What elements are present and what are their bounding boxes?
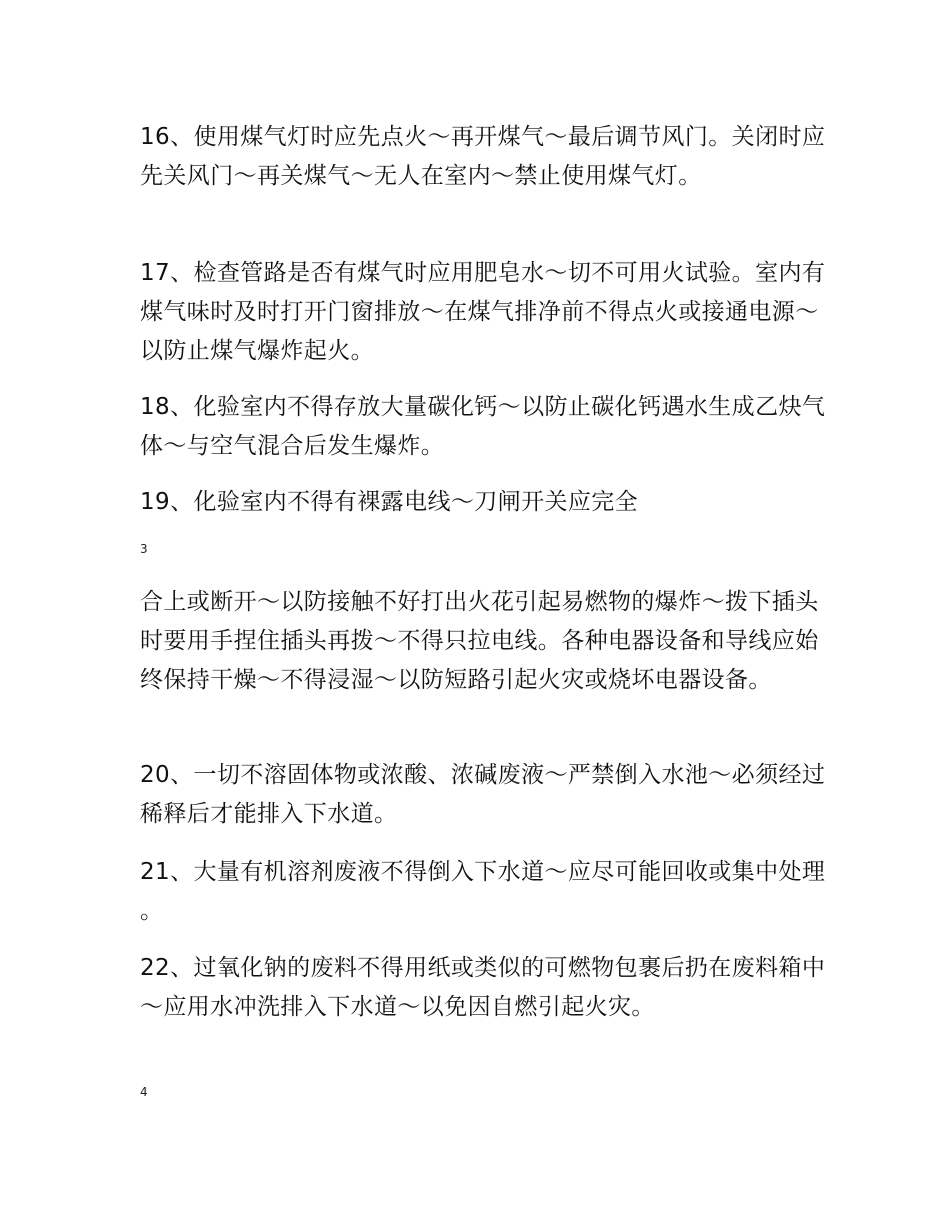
- item-21: 21、大量有机溶剂废液不得倒入下水道～应尽可能回收或集中处理。: [140, 859, 826, 924]
- item-16: 16、使用煤气灯时应先点火～再开煤气～最后调节风门。关闭时应先关风门～再关煤气～无人在室内～禁止使用煤气灯。: [140, 124, 826, 189]
- item-19-continued: 合上或断开～以防接触不好打出火花引起易燃物的爆炸～拨下插头时要用手捏住插头再拨～不得只拉电线。各种电器设备和导线应始终保持干燥～不得浸湿～以防短路引起火灾或烧坏电器设备。: [140, 589, 819, 693]
- item-18: 18、化验室内不得存放大量碳化钙～以防止碳化钙遇水生成乙炔气体～与空气混合后发生爆炸。: [140, 394, 826, 459]
- page-number: 3: [140, 542, 148, 556]
- item-20: 20、一切不溶固体物或浓酸、浓碱废液～严禁倒入水池～必须经过稀释后才能排入下水道。: [140, 762, 826, 827]
- item-17: 17、检查管路是否有煤气时应用肥皂水～切不可用火试验。室内有煤气味时及时打开门窗排放～在煤气排净前不得点火或接通电源～以防止煤气爆炸起火。: [140, 260, 826, 364]
- page-number: 4: [140, 1085, 148, 1099]
- item-22: 22、过氧化钠的废料不得用纸或类似的可燃物包裹后扔在废料箱中～应用水冲洗排入下水道～以免因自燃引起火灾。: [140, 955, 826, 1020]
- item-19: 19、化验室内不得有裸露电线～刀闸开关应完全: [140, 489, 639, 515]
